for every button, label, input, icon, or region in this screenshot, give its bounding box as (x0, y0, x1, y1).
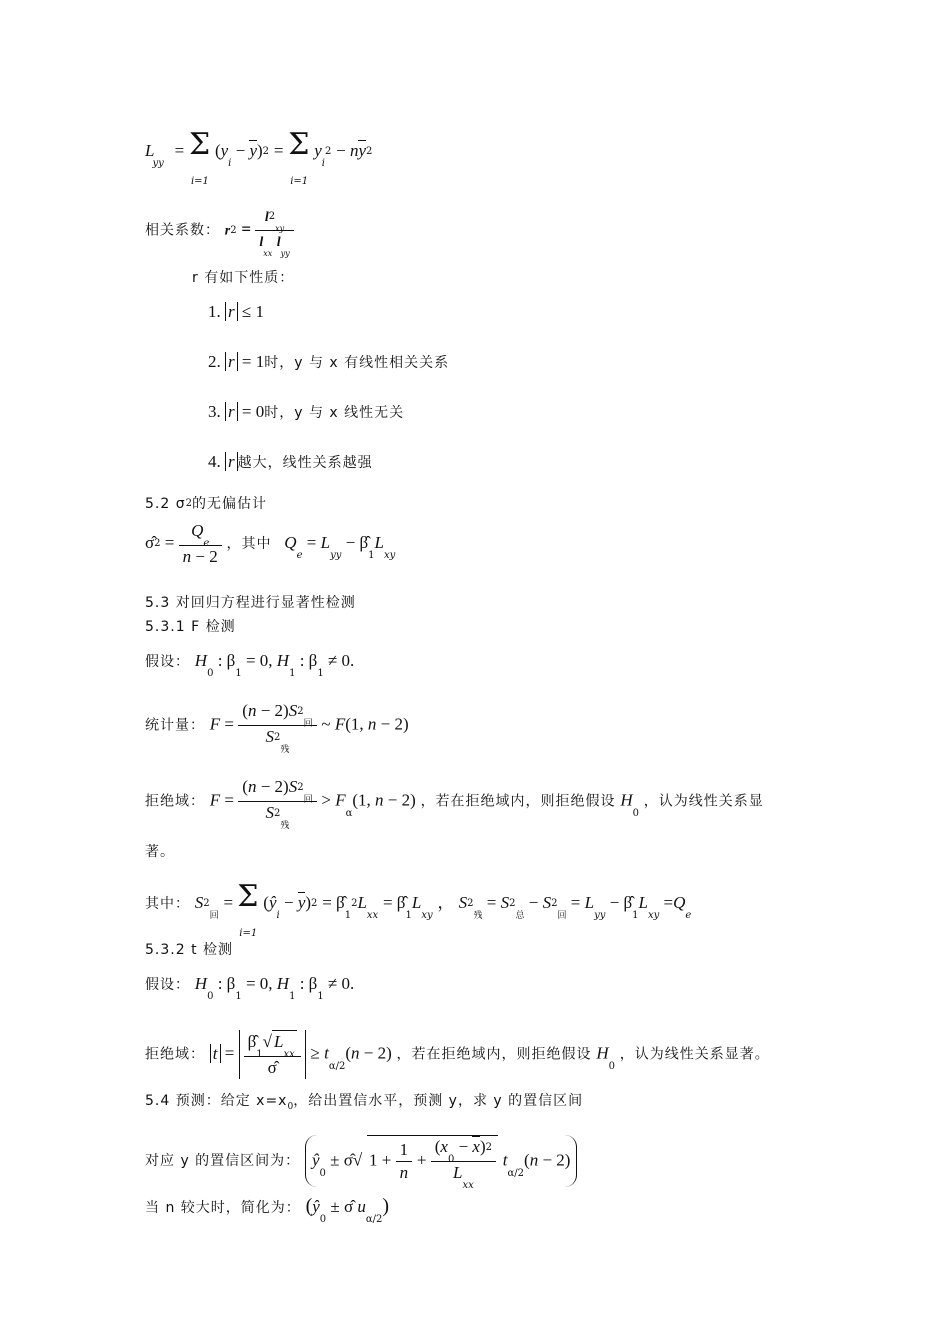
t-test-rejection: 拒绝域： t = $\frac{\betâ_1√ L_{xx}}{\sigmâ}$ ≥ $t_{\alpha/2}(n - 2)$ ，若在拒绝域内，则拒绝假设 $H_0$ ，认为线性关系显著。 (145, 1032, 770, 1077)
f-test-where: 其中： $S2_回 = \Sigma$ i=1 $(ŷ_i - y)2$ = $\betâ_12L_{xx}$ = $\betâ_1L_{xy}$ ， $S2_残 = S2_总 - S2_回 = L_{yy}$ − $\betâ_1L_{xy} =Q_e$ (145, 879, 692, 939)
section-5-3-1-heading: 5.3.1 F 检测 (145, 619, 236, 635)
f-test-statistic: 统计量： F = $\frac{(n - 2)S2_回}{S2_残}$ ~ F(1, n − 2) (145, 701, 409, 755)
confidence-interval-line: 对应 y 的置信区间为： $ŷ_0$ ± σ̂√ 1 + $\frac{1}{n}$ + $\frac{(x_0 - x)2}{L_{xx}}$ $t_{\alpha/2}(n - 2)$ (145, 1135, 577, 1187)
sigma-estimate-formula: σ̂2 = $\frac{Q_e}{n - 2}$ ，其中 $Q_e = L_{yy}$ − $\betâ_1L_{xy}$ (145, 521, 396, 566)
r-props-intro: r 有如下性质： (192, 270, 295, 286)
section-5-3-2-heading: 5.3.2 t 检测 (145, 942, 234, 958)
r-property-1: 1. r ≤ 1 (208, 302, 264, 321)
section-5-2-heading: 5.2 σ2的无偏估计 (145, 496, 267, 512)
r-property-3: 3. r = 0时，y 与 x 线性无关 (208, 402, 405, 421)
section-5-4-heading: 5.4 预测：给定 $x=x_0$，给出置信水平，预测 y，求 y 的置信区间 (145, 1093, 584, 1112)
r-property-4: 4. r 越大，线性关系越强 (208, 452, 373, 471)
corr-label: 相关系数： (145, 222, 220, 239)
f-test-rejection-wrap: 著。 (145, 844, 175, 860)
f-test-hypothesis: 假设： $H_0$ : $\beta_1 = 0$, $H_1$ : $\beta_1 \ne 0$. (145, 651, 355, 679)
lyy-formula: $L_{yy} = \Sigma$ i=1 $(y_i - y)2 = \Sigma$ i=1 $y_i2 - ny2$ (145, 127, 373, 187)
t-test-hypothesis: 假设： $H_0$ : $\beta_1 = 0$, $H_1$ : $\beta_1 \ne 0$. (145, 974, 355, 1002)
correlation-coefficient-line: 相关系数： r2 = $\frac{l2_{xy}}{l_{xx} l_{yy}}$ (145, 206, 294, 255)
f-test-rejection: 拒绝域： F = $\frac{(n - 2)S2_回}{S2_残}$ > $F_\alpha(1$, n − 2) ，若在拒绝域内，则拒绝假设 $H_0$ ，认为线性关系显 (145, 777, 764, 831)
large-n-simplification: 当 n 较大时，简化为： ($ŷ_0$ ± σ̂ $u_{\alpha/2}$) (145, 1195, 390, 1225)
section-5-3-heading: 5.3 对回归方程进行显著性检测 (145, 595, 356, 611)
r-property-2: 2. r = 1时，y 与 x 有线性相关关系 (208, 352, 450, 371)
